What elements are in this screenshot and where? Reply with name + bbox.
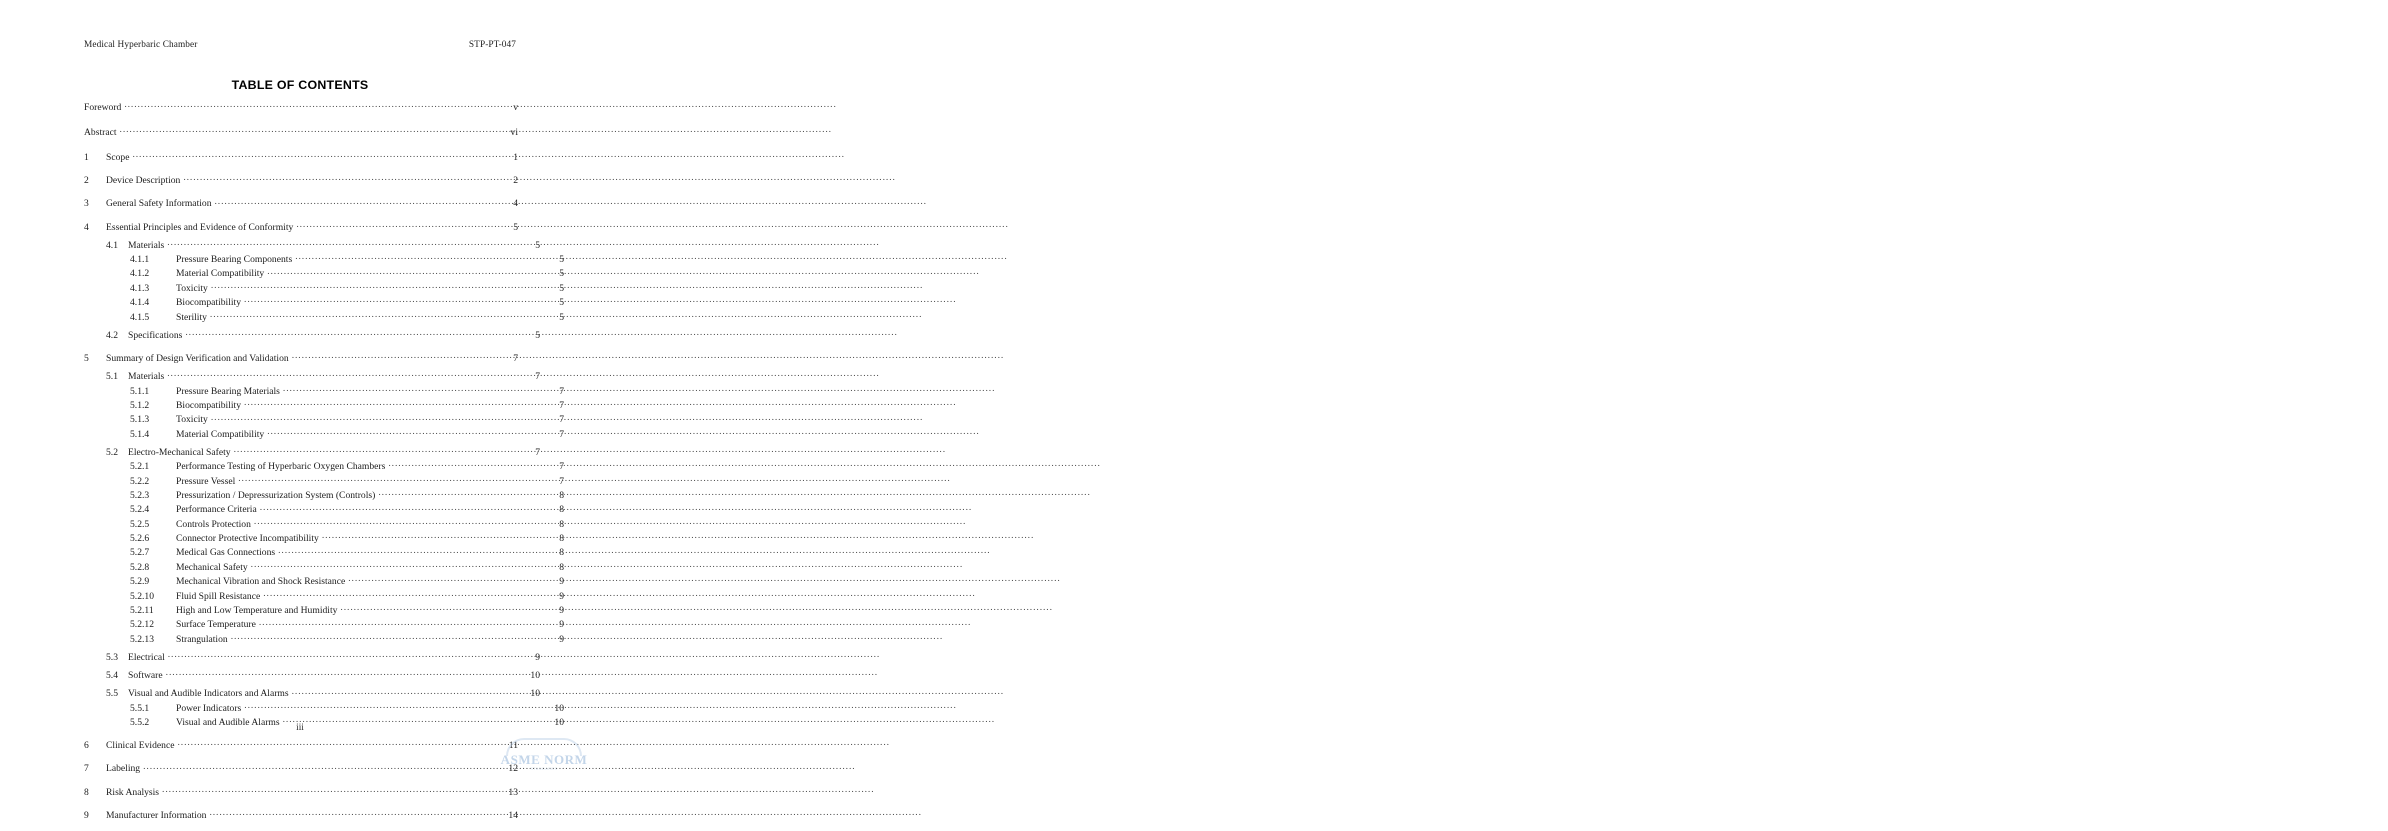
logo-subtext: STANDARDS — [530, 767, 558, 771]
toc-entry-page-number: 9 — [559, 633, 564, 645]
toc-entry-label: Risk Analysis — [106, 786, 160, 798]
toc-entry-number: 5.5.2 — [130, 717, 150, 729]
toc-leader-dots — [234, 445, 525, 455]
toc-entry-page-number: 8 — [559, 518, 564, 530]
logo-text: ASME NORM — [500, 751, 588, 767]
toc-entry-label: Material Compatibility — [176, 428, 265, 440]
toc-leader-dots — [296, 220, 503, 230]
toc-leader-dots — [244, 398, 549, 408]
toc-leader-dots — [210, 310, 549, 320]
toc-leader-dots — [120, 125, 503, 135]
toc-leader-dots — [251, 560, 549, 570]
toc-entry[interactable] — [84, 398, 564, 410]
toc-leader-dots — [292, 351, 503, 361]
toc-entry-page-number: 4 — [513, 198, 518, 210]
toc-leader-dots — [238, 474, 549, 484]
toc-entry[interactable] — [84, 150, 518, 162]
toc-entry-label: Visual and Audible Indicators and Alarms — [128, 688, 289, 700]
toc-entry-number: 5.2.1 — [130, 461, 150, 473]
toc-entry[interactable] — [84, 413, 564, 425]
toc-entry[interactable] — [84, 384, 564, 396]
toc-leader-dots — [132, 150, 503, 160]
toc-spacer — [84, 820, 518, 831]
toc-leader-dots — [162, 785, 503, 795]
toc-entry-page-number: 10 — [554, 717, 564, 729]
toc-leader-dots — [254, 517, 549, 527]
toc-entry-label: Biocompatibility — [176, 399, 242, 411]
toc-entry-number: 5.2.8 — [130, 561, 150, 573]
toc-entry[interactable] — [84, 701, 564, 713]
toc-leader-dots — [143, 762, 503, 772]
toc-entry-label: Controls Protection — [176, 518, 251, 530]
toc-entry-number: 4 — [84, 221, 89, 233]
toc-entry-number: 6 — [84, 740, 89, 752]
toc-entry-label: Pressurization / Depressurization System (Controls) — [176, 489, 376, 501]
toc-leader-dots — [295, 253, 549, 263]
toc-entry-label: Materials — [128, 239, 165, 251]
toc-entry-number: 5.2.3 — [130, 489, 150, 501]
running-head-title: Medical Hyperbaric Chamber — [84, 40, 198, 50]
toc-entry-number: 5.2.11 — [130, 604, 154, 616]
toc-entry-label: Connector Protective Incompatibility — [176, 533, 319, 545]
toc-entry-number: 5.1 — [106, 371, 118, 383]
toc-entry-number: 4.1.2 — [130, 268, 150, 280]
toc-entry-number: 5.4 — [106, 670, 118, 682]
toc-entry-page-number: 7 — [559, 414, 564, 426]
toc-entry-page-number: 8 — [559, 504, 564, 516]
toc-leader-dots — [215, 197, 504, 207]
toc-entry-page-number: 9 — [559, 590, 564, 602]
toc-entry[interactable] — [84, 575, 564, 587]
toc-entry[interactable] — [84, 351, 518, 363]
toc-entry-page-number: 7 — [559, 428, 564, 440]
toc-entry-page-number: 8 — [559, 533, 564, 545]
toc-entry[interactable] — [84, 589, 564, 601]
toc-leader-dots — [185, 328, 525, 338]
toc-entry[interactable] — [84, 488, 564, 500]
toc-entry-number: 5.5.1 — [130, 702, 150, 714]
toc-entry-label: Strangulation — [176, 633, 228, 645]
toc-entry-number: 9 — [84, 809, 89, 821]
toc-entry-number: 4.1.5 — [130, 311, 150, 323]
toc-entry-page-number: 7 — [535, 446, 540, 458]
toc-entry-page-number: 5 — [535, 239, 540, 251]
toc-entry[interactable] — [84, 762, 518, 774]
toc-entry[interactable] — [84, 281, 564, 293]
toc-entry-number: 5.2.6 — [130, 533, 150, 545]
toc-entry-number: 2 — [84, 175, 89, 187]
toc-entry-label: Device Description — [106, 175, 181, 187]
toc-entry-label: Power Indicators — [176, 702, 242, 714]
toc-entry[interactable] — [84, 808, 518, 820]
toc-entry-label: Software — [128, 670, 163, 682]
toc-leader-dots — [267, 427, 549, 437]
toc-entry-page-number: 5 — [559, 254, 564, 266]
toc-leader-dots — [177, 739, 503, 749]
toc-entry-label: Sterility — [176, 311, 207, 323]
toc-leader-dots — [348, 575, 549, 585]
toc-entry-label: Materials — [128, 371, 165, 383]
toc-entry-label: Performance Testing of Hyperbaric Oxygen Chambers — [176, 461, 386, 473]
toc-entry[interactable] — [84, 474, 564, 486]
toc-entry-page-number: 8 — [559, 547, 564, 559]
toc-entry-number: 3 — [84, 198, 89, 210]
toc-entry-page-number: 5 — [535, 329, 540, 341]
toc-entry[interactable] — [84, 618, 564, 630]
toc-entry[interactable] — [84, 687, 540, 699]
toc-entry-label: Material Compatibility — [176, 268, 265, 280]
toc-entry-page-number: 5 — [559, 268, 564, 280]
toc-leader-dots — [260, 503, 549, 513]
toc-entry-number: 5.1.2 — [130, 399, 150, 411]
toc-entry-label: Specifications — [128, 329, 183, 341]
toc-entry-page-number: 14 — [508, 809, 518, 821]
toc-entry-label: Mechanical Vibration and Shock Resistance — [176, 576, 346, 588]
toc-entry-label: Scope — [106, 151, 130, 163]
toc-leader-dots — [283, 384, 549, 394]
running-head-docnumber: STP-PT-047 — [468, 40, 516, 50]
toc-entry-label: Biocompatibility — [176, 297, 242, 309]
toc-leader-dots — [211, 413, 549, 423]
toc-entry-page-number: 2 — [513, 175, 518, 187]
toc-entry-page-number: 8 — [559, 489, 564, 501]
toc-leader-dots — [378, 488, 549, 498]
toc-entry-number: 8 — [84, 786, 89, 798]
toc-entry-label: Clinical Evidence — [106, 740, 175, 752]
toc-leader-dots — [263, 589, 549, 599]
toc-entry[interactable] — [84, 220, 518, 232]
asme-norm-logo — [496, 738, 592, 775]
toc-entry-number: 5.2.10 — [130, 590, 154, 602]
toc-entry[interactable] — [84, 427, 564, 439]
toc-entry-page-number: 7 — [559, 475, 564, 487]
toc-entry-label: Manufacturer Information — [106, 809, 207, 821]
toc-entry[interactable] — [84, 100, 518, 112]
toc-entry[interactable] — [84, 238, 540, 250]
toc-entry[interactable] — [84, 174, 518, 186]
toc-entry-label: Mechanical Safety — [176, 561, 248, 573]
toc-entry[interactable] — [84, 603, 564, 615]
toc-entry-number: 4.1 — [106, 239, 118, 251]
toc-leader-dots — [244, 296, 549, 306]
toc-leader-dots — [209, 808, 503, 818]
running-head — [84, 40, 516, 50]
toc-entry[interactable] — [84, 253, 564, 265]
toc-entry-number: 5.3 — [106, 651, 118, 663]
toc-entry-page-number: 7 — [559, 461, 564, 473]
toc-entry[interactable] — [84, 532, 564, 544]
toc-entry-page-number: 10 — [554, 702, 564, 714]
toc-leader-dots — [244, 701, 549, 711]
toc-leader-dots — [168, 650, 525, 660]
toc-entry[interactable] — [84, 310, 564, 322]
toc-entry-page-number: v — [513, 101, 518, 113]
toc-entry-label: Abstract — [84, 126, 117, 138]
toc-entry-label: Toxicity — [176, 282, 208, 294]
page-title: TABLE OF CONTENTS — [231, 78, 369, 92]
toc-leader-dots — [211, 281, 549, 291]
toc-entry-label: Electro-Mechanical Safety — [128, 446, 231, 458]
toc-entry-label: Performance Criteria — [176, 504, 257, 516]
toc-entry-page-number: 7 — [559, 399, 564, 411]
toc-entry-number: 5.2.7 — [130, 547, 150, 559]
toc-entry-label: Summary of Design Verification and Validation — [106, 352, 289, 364]
toc-entry[interactable] — [84, 445, 540, 457]
toc-entry[interactable] — [84, 125, 518, 137]
toc-entry-page-number: 1 — [513, 151, 518, 163]
toc-entry[interactable] — [84, 785, 518, 797]
toc-leader-dots — [292, 687, 525, 697]
toc-leader-dots — [322, 532, 549, 542]
toc-leader-dots — [231, 632, 549, 642]
toc-entry-number: 5.1.4 — [130, 428, 150, 440]
toc-entry[interactable] — [84, 503, 564, 515]
toc-entry-number: 5.2.5 — [130, 518, 150, 530]
toc-entry-page-number: 12 — [508, 763, 518, 775]
toc-entry-page-number: 9 — [559, 619, 564, 631]
toc-entry-page-number: 9 — [535, 651, 540, 663]
toc-entry[interactable] — [84, 632, 564, 644]
toc-entry-label: Visual and Audible Alarms — [176, 717, 280, 729]
toc-entry-page-number: 9 — [559, 604, 564, 616]
document-page — [0, 0, 600, 821]
toc-entry-page-number: 7 — [513, 352, 518, 364]
toc-entry[interactable] — [84, 267, 564, 279]
toc-entry-number: 4.1.4 — [130, 297, 150, 309]
toc-entry-page-number: 7 — [559, 385, 564, 397]
toc-entry-number: 7 — [84, 763, 89, 775]
toc-entry-number: 5.2.13 — [130, 633, 154, 645]
toc-entry[interactable] — [84, 197, 518, 209]
toc-entry-page-number: 8 — [559, 561, 564, 573]
logo-arc-icon — [506, 738, 582, 756]
toc-leader-dots — [167, 370, 525, 380]
toc-entry-label: Toxicity — [176, 414, 208, 426]
toc-leader-dots — [124, 100, 503, 110]
toc-entry-number: 5.2 — [106, 446, 118, 458]
toc-entry[interactable] — [84, 296, 564, 308]
toc-entry-page-number: 13 — [508, 786, 518, 798]
toc-leader-dots — [340, 603, 549, 613]
toc-entry-number: 5.1.3 — [130, 414, 150, 426]
toc-leader-dots — [183, 174, 503, 184]
toc-entry-page-number: 5 — [513, 221, 518, 233]
toc-entry-label: Electrical — [128, 651, 165, 663]
toc-entry-number: 5.2.9 — [130, 576, 150, 588]
toc-entry-label: Labeling — [106, 763, 141, 775]
toc-entry-number: 4.1.3 — [130, 282, 150, 294]
toc-entry-label: Surface Temperature — [176, 619, 256, 631]
toc-entry-label: High and Low Temperature and Humidity — [176, 604, 338, 616]
toc-entry-page-number: vi — [510, 126, 518, 138]
toc-entry[interactable] — [84, 328, 540, 340]
toc-entry-page-number: 9 — [559, 576, 564, 588]
toc-entry-page-number: 5 — [559, 282, 564, 294]
toc-entry-number: 5.2.12 — [130, 619, 154, 631]
toc-leader-dots — [388, 460, 549, 470]
toc-entry-page-number: 5 — [559, 311, 564, 323]
toc-entry[interactable] — [84, 460, 564, 472]
toc-entry-page-number: 5 — [559, 297, 564, 309]
toc-entry-number: 5.2.2 — [130, 475, 150, 487]
toc-entry-number: 4.1.1 — [130, 254, 150, 266]
toc-entry[interactable] — [84, 739, 518, 751]
toc-leader-dots — [259, 618, 549, 628]
toc-leader-dots — [167, 238, 525, 248]
toc-entry-label: Pressure Bearing Materials — [176, 385, 280, 397]
toc-entry-number: 5.1.1 — [130, 385, 150, 397]
toc-entry-page-number: 10 — [530, 670, 540, 682]
toc-entry-page-number: 11 — [508, 740, 518, 752]
toc-entry-number: 1 — [84, 151, 89, 163]
toc-entry-label: Pressure Bearing Components — [176, 254, 293, 266]
toc-entry-label: Foreword — [84, 101, 122, 113]
toc-entry-label: Pressure Vessel — [176, 475, 236, 487]
toc-entry[interactable] — [84, 370, 540, 382]
toc-leader-dots — [278, 546, 549, 556]
toc-entry-page-number: 10 — [530, 688, 540, 700]
toc-entry-number: 5 — [84, 352, 89, 364]
toc-entry-number: 4.2 — [106, 329, 118, 341]
toc-leader-dots — [166, 669, 525, 679]
folio-page-number: iii — [296, 723, 304, 733]
toc-leader-dots — [267, 267, 549, 277]
toc-entry[interactable] — [84, 669, 540, 681]
toc-entry-label: Fluid Spill Resistance — [176, 590, 261, 602]
toc-entry[interactable] — [84, 560, 564, 572]
toc-entry[interactable] — [84, 650, 540, 662]
toc-entry-number: 5.5 — [106, 688, 118, 700]
toc-entry-page-number: 7 — [535, 371, 540, 383]
toc-entry-label: Essential Principles and Evidence of Conformity — [106, 221, 294, 233]
toc-entry[interactable] — [84, 546, 564, 558]
toc-entry-label: Medical Gas Connections — [176, 547, 276, 559]
toc-entry-label: General Safety Information — [106, 198, 212, 210]
toc-entry-number: 5.2.4 — [130, 504, 150, 516]
toc-entry[interactable] — [84, 517, 564, 529]
